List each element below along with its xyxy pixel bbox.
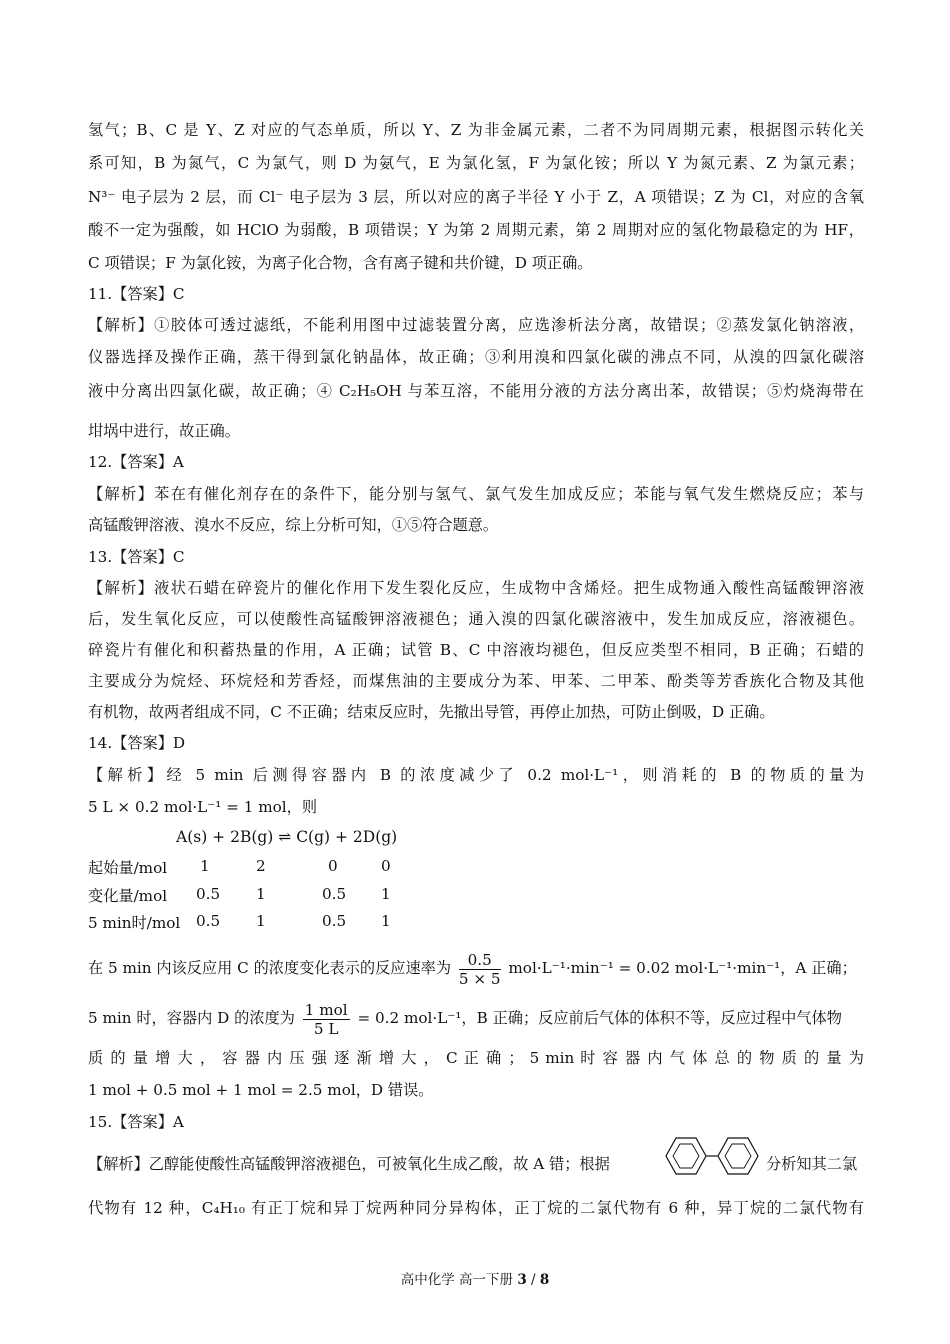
table-cell: 1 — [256, 885, 266, 903]
table-cell: 变化量/mol — [88, 887, 168, 905]
footer-title: 高中化学 高一下册 — [400, 1272, 518, 1288]
text-segment: 【解析】乙醇能使酸性高锰酸钾溶液褪色，可被氧化生成乙酸，故 A 错；根据 — [88, 1155, 610, 1173]
text-segment: 在 5 min 内该反应用 C 的浓度变化表示的反应速率为 — [88, 959, 452, 977]
table-cell: 0.5 — [322, 912, 347, 930]
table-cell: 1 — [381, 912, 391, 930]
table-cell: 1 — [256, 912, 266, 930]
table-row — [88, 885, 488, 907]
table-cell: 0.5 — [196, 912, 221, 930]
answer-heading: 15.【答案】A — [88, 1113, 184, 1131]
text-line: 【解析】经 5 min 后测得容器内 B 的浓度减少了 0.2 mol·L⁻¹，则消耗的 B 的物质的量为 — [88, 766, 864, 784]
answer-heading: 12.【答案】A — [88, 453, 184, 471]
fraction-denominator: 5 × 5 — [458, 969, 501, 988]
table-cell: 1 — [381, 885, 391, 903]
text-line: N³⁻ 电子层为 2 层，而 Cl⁻ 电子层为 3 层，所以对应的离子半径 Y 小于 Z，A 项错误；Z 为 Cl，对应的含氧 — [88, 188, 864, 206]
fraction-numerator: 1 mol — [304, 1000, 348, 1019]
text-line: 【解析】液状石蜡在碎瓷片的催化作用下发生裂化反应，生成物中含烯烃。把生成物通入酸性高锰酸钾溶液 — [88, 579, 864, 597]
table-cell: 0 — [328, 857, 338, 875]
table-row — [88, 857, 488, 879]
fraction — [303, 1001, 350, 1038]
table-cell: 5 min时/mol — [88, 914, 181, 932]
table-row — [88, 912, 488, 934]
answer-heading: 14.【答案】D — [88, 734, 186, 752]
answer-heading: 13.【答案】C — [88, 548, 185, 566]
reaction-equation: A(s) + 2B(g) ⇌ C(g) + 2D(g) — [176, 828, 398, 846]
table-cell: 起始量/mol — [88, 859, 168, 877]
text-line: 【解析】①胶体可透过滤纸，不能利用图中过滤装置分离，应选渗析法分离，故错误；②蒸发氯化钠溶液， — [88, 316, 864, 334]
text-segment: 5 min 时，容器内 D 的浓度为 — [88, 1009, 295, 1027]
text-line: 高锰酸钾溶液、溴水不反应，综上分析可知，①⑤符合题意。 — [88, 516, 499, 534]
answer-heading: 11.【答案】C — [88, 285, 185, 303]
text-line: 碎瓷片有催化和积蓄热量的作用，A 正确；试管 B、C 中溶液均褪色，但反应类型不相同，B 正确；石蜡的 — [88, 641, 864, 659]
text-line: 质 的 量 增 大 ， 容 器 内 压 强 逐 渐 增 大 ， C 正 确 ； 5 min 时 容 器 内 气 体 总 的 物 质 的 量 为 — [88, 1049, 864, 1067]
table-cell: 0.5 — [322, 885, 347, 903]
table-cell: 2 — [256, 857, 266, 875]
text-line: 主要成分为烷烃、环烷烃和芳香烃，而煤焦油的主要成分为苯、甲苯、二甲苯、酚类等芳香族化合物及其他 — [88, 672, 864, 690]
text-line: 【解析】苯在有催化剂存在的条件下，能分别与氢气、氯气发生加成反应；苯能与氧气发生燃烧反应；苯与 — [88, 485, 864, 503]
text-line: C 项错误；F 为氯化铵，为离子化合物，含有离子键和共价键，D 项正确。 — [88, 254, 593, 272]
text-line: 1 mol + 0.5 mol + 1 mol = 2.5 mol，D 错误。 — [88, 1081, 434, 1099]
biphenyl-structure-icon — [664, 1134, 760, 1178]
page-number: 3 — [517, 1272, 527, 1288]
fraction-denominator: 5 L — [313, 1019, 339, 1038]
table-cell: 1 — [200, 857, 210, 875]
text-segment: = 0.2 mol·L⁻¹，B 正确；反应前后气体的体积不等，反应过程中气体物 — [357, 1009, 842, 1027]
text-segment: mol·L⁻¹·min⁻¹ = 0.02 mol·L⁻¹·min⁻¹，A 正确； — [508, 959, 857, 977]
text-line: 酸不一定为强酸，如 HClO 为弱酸，B 项错误；Y 为第 2 周期元素，第 2 周期对应的氢化物最稳定的为 HF， — [88, 221, 864, 239]
text-line: 有机物，故两者组成不同，C 不正确；结束反应时，先撤出导管，再停止加热，可防止倒吸，D 正确。 — [88, 703, 775, 721]
text-line — [88, 998, 864, 1038]
text-line — [88, 948, 864, 988]
table-cell: 0 — [381, 857, 391, 875]
text-line: 仪器选择及操作正确，蒸干得到氯化钠晶体，故正确；③利用溴和四氯化碳的沸点不同，从溴的四氯化碳溶 — [88, 348, 864, 366]
text-line: 代物有 12 种，C₄H₁₀ 有正丁烷和异丁烷两种同分异构体，正丁烷的二氯代物有 6 种，异丁烷的二氯代物有 — [88, 1199, 864, 1217]
text-segment: 分析知其二氯 — [766, 1155, 858, 1173]
text-line: 液中分离出四氯化碳，故正确；④ C₂H₅OH 与苯互溶，不能用分液的方法分离出苯，故错误；⑤灼烧海带在 — [88, 382, 864, 400]
fraction — [459, 951, 501, 988]
text-line: 系可知，B 为氮气，C 为氯气，则 D 为氨气，E 为氯化氢，F 为氯化铵；所以 Y 为氮元素、Z 为氯元素； — [88, 154, 864, 172]
page-total: 8 — [539, 1272, 550, 1288]
text-line: 氢气；B、C 是 Y、Z 对应的气态单质，所以 Y、Z 为非金属元素，二者不为同周期元素，根据图示转化关 — [88, 121, 864, 139]
text-line: 后，发生氧化反应，可以使酸性高锰酸钾溶液褪色；通入溴的四氯化碳溶液中，发生加成反应，溶液褪色。 — [88, 610, 864, 628]
text-line: 坩埚中进行，故正确。 — [88, 422, 240, 440]
table-cell: 0.5 — [196, 885, 221, 903]
text-line: 5 L × 0.2 mol·L⁻¹ = 1 mol，则 — [88, 798, 318, 816]
page-separator: / — [526, 1272, 540, 1288]
page-footer — [0, 1268, 950, 1288]
fraction-numerator: 0.5 — [459, 951, 501, 970]
